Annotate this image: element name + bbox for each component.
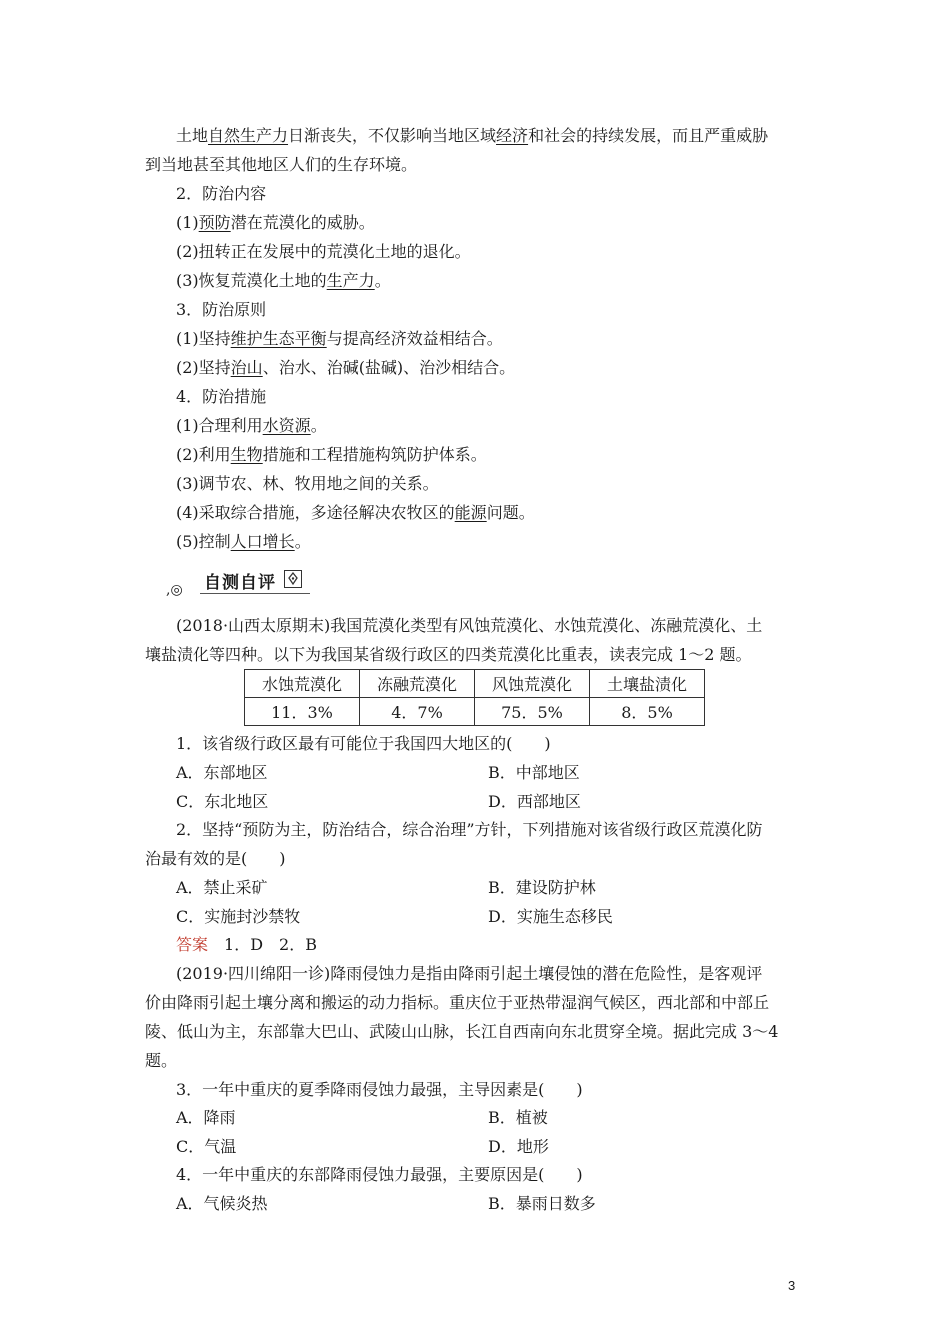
answer-text: 1．D 2．B xyxy=(208,935,317,954)
q3-option-a: A．降雨 xyxy=(176,1108,236,1127)
q2-option-c: C．实施封沙禁牧 xyxy=(176,907,301,926)
q1-option-c: C．东北地区 xyxy=(176,792,269,811)
content-item-1: (1)预防潜在荒漠化的威胁。 xyxy=(176,213,375,232)
question-2-line-1: 2．坚持“预防为主，防治结合，综合治理”方针，下列措施对该省级行政区荒漠化防 xyxy=(176,820,763,839)
heading-underline xyxy=(200,593,310,594)
measure-item-4: (4)采取综合措施，多途径解决农牧区的能源问题。 xyxy=(176,503,535,522)
table-cell: 11．3% xyxy=(245,698,360,726)
q3-option-b: B．植被 xyxy=(488,1108,548,1127)
q2-option-b: B．建设防护林 xyxy=(488,878,596,897)
table-row xyxy=(245,698,705,726)
measure-item-3: (3)调节农、林、牧用地之间的关系。 xyxy=(176,474,439,493)
q3-option-d: D．地形 xyxy=(488,1137,549,1156)
desertification-table xyxy=(244,669,705,726)
q2-option-a: A．禁止采矿 xyxy=(176,878,268,897)
self-test-heading xyxy=(166,566,326,600)
table-cell: 4．7% xyxy=(360,698,475,726)
q34-intro-line-3: 陵、低山为主，东部靠大巴山、武陵山山脉，长江自西南向东北贯穿全境。据此完成 3～4 xyxy=(145,1022,779,1041)
table-header-cell: 土壤盐渍化 xyxy=(590,670,705,698)
section-heading-measures: 4．防治措施 xyxy=(176,387,267,406)
q4-option-a: A．气候炎热 xyxy=(176,1194,268,1213)
q2-option-d: D．实施生态移民 xyxy=(488,907,613,926)
measure-item-1: (1)合理利用水资源。 xyxy=(176,416,327,435)
page-number: 3 xyxy=(788,1278,796,1293)
content-item-3: (3)恢复荒漠化土地的生产力。 xyxy=(176,271,391,290)
q1-option-b: B．中部地区 xyxy=(488,763,580,782)
pen-icon xyxy=(284,570,302,588)
table-header-row xyxy=(245,670,705,698)
content-item-2: (2)扭转正在发展中的荒漠化土地的退化。 xyxy=(176,242,471,261)
principle-item-1: (1)坚持维护生态平衡与提高经济效益相结合。 xyxy=(176,329,503,348)
measure-item-5: (5)控制人口增长。 xyxy=(176,532,311,551)
table-cell: 8．5% xyxy=(590,698,705,726)
answer-label: 答案 xyxy=(176,935,209,954)
answer-line xyxy=(176,935,317,955)
measure-item-2: (2)利用生物措施和工程措施构筑防护体系。 xyxy=(176,445,487,464)
q34-intro-line-1: (2019·四川绵阳一诊)降雨侵蚀力是指由降雨引起土壤侵蚀的潜在危险性，是客观评 xyxy=(176,964,763,983)
q4-option-b: B．暴雨日数多 xyxy=(488,1194,596,1213)
q1-option-a: A．东部地区 xyxy=(176,763,268,782)
q1-option-d: D．西部地区 xyxy=(488,792,581,811)
table-cell: 75．5% xyxy=(475,698,590,726)
q3-option-c: C．气温 xyxy=(176,1137,237,1156)
question-2-line-2: 治最有效的是( ) xyxy=(145,849,286,868)
intro-line-1: 土地自然生产力日渐丧失，不仅影响当地区域经济和社会的持续发展，而且严重威胁 xyxy=(176,126,769,145)
q34-intro-line-2: 价由降雨引起土壤分离和搬运的动力指标。重庆位于亚热带湿润气候区，西北部和中部丘 xyxy=(145,993,770,1012)
table-header-cell: 水蚀荒漠化 xyxy=(245,670,360,698)
question-4: 4．一年中重庆的东部降雨侵蚀力最强，主要原因是( ) xyxy=(176,1165,583,1184)
q12-intro-line-2: 壤盐渍化等四种。以下为我国某省级行政区的四类荒漠化比重表，读表完成 1～2 题。 xyxy=(145,645,752,664)
q12-intro-line-1: (2018·山西太原期末)我国荒漠化类型有风蚀荒漠化、水蚀荒漠化、冻融荒漠化、土 xyxy=(176,616,763,635)
self-test-title: 自测自评 xyxy=(204,573,276,593)
principle-item-2: (2)坚持治山、治水、治碱(盐碱)、治沙相结合。 xyxy=(176,358,516,377)
table-header-cell: 冻融荒漠化 xyxy=(360,670,475,698)
table-header-cell: 风蚀荒漠化 xyxy=(475,670,590,698)
section-heading-content: 2．防治内容 xyxy=(176,184,267,203)
q34-intro-line-4: 题。 xyxy=(145,1051,178,1070)
question-3: 3．一年中重庆的夏季降雨侵蚀力最强，主导因素是( ) xyxy=(176,1080,583,1099)
question-1: 1．该省级行政区最有可能位于我国四大地区的( ) xyxy=(176,734,551,753)
self-test-marker: ,◎ xyxy=(166,582,183,598)
section-heading-principles: 3．防治原则 xyxy=(176,300,267,319)
intro-line-2: 到当地甚至其他地区人们的生存环境。 xyxy=(145,155,418,174)
